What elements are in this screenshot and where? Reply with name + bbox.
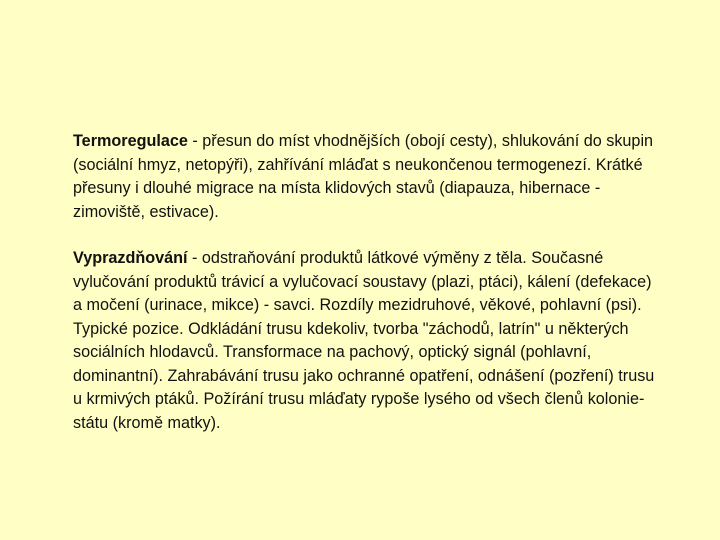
term-vyprazdnovani: Vyprazdňování bbox=[73, 249, 188, 267]
paragraph-termoregulace bbox=[73, 130, 663, 224]
definition-vyprazdnovani: - odstraňování produktů látkové výměny z těla. Současné vylučování produktů trávicí a vylučovací soustavy (plazi, ptáci), kálení (defekace) a močení (urinace, mikce) - savci. Rozdíly mezidruhové, věkové, pohlavní (psi). Typické pozice. Odkládání trusu kdekoliv, tvorba "záchodů, latrín" u některých sociálních hlodavců. Transformace na pachový, optický signál (pohlavní, dominantní). Zahrabávání trusu jako ochranné opatření, odnášení (pozření) trusu u krmivých ptáků. Požírání trusu mláďaty rypoše lysého od všech členů kolonie-státu (kromě matky). bbox=[73, 249, 655, 432]
text-block bbox=[73, 130, 663, 435]
definition-termoregulace: - přesun do míst vhodnějších (obojí cesty), shlukování do skupin (sociální hmyz, netopýři), zahřívání mláďat s neukončenou termogenezí. Krátké přesuny i dlouhé migrace na místa klidových stavů (diapauza, hibernace - zimoviště, estivace). bbox=[73, 132, 654, 221]
term-termoregulace: Termoregulace bbox=[73, 132, 188, 150]
paragraph-vyprazdnovani bbox=[73, 247, 663, 435]
